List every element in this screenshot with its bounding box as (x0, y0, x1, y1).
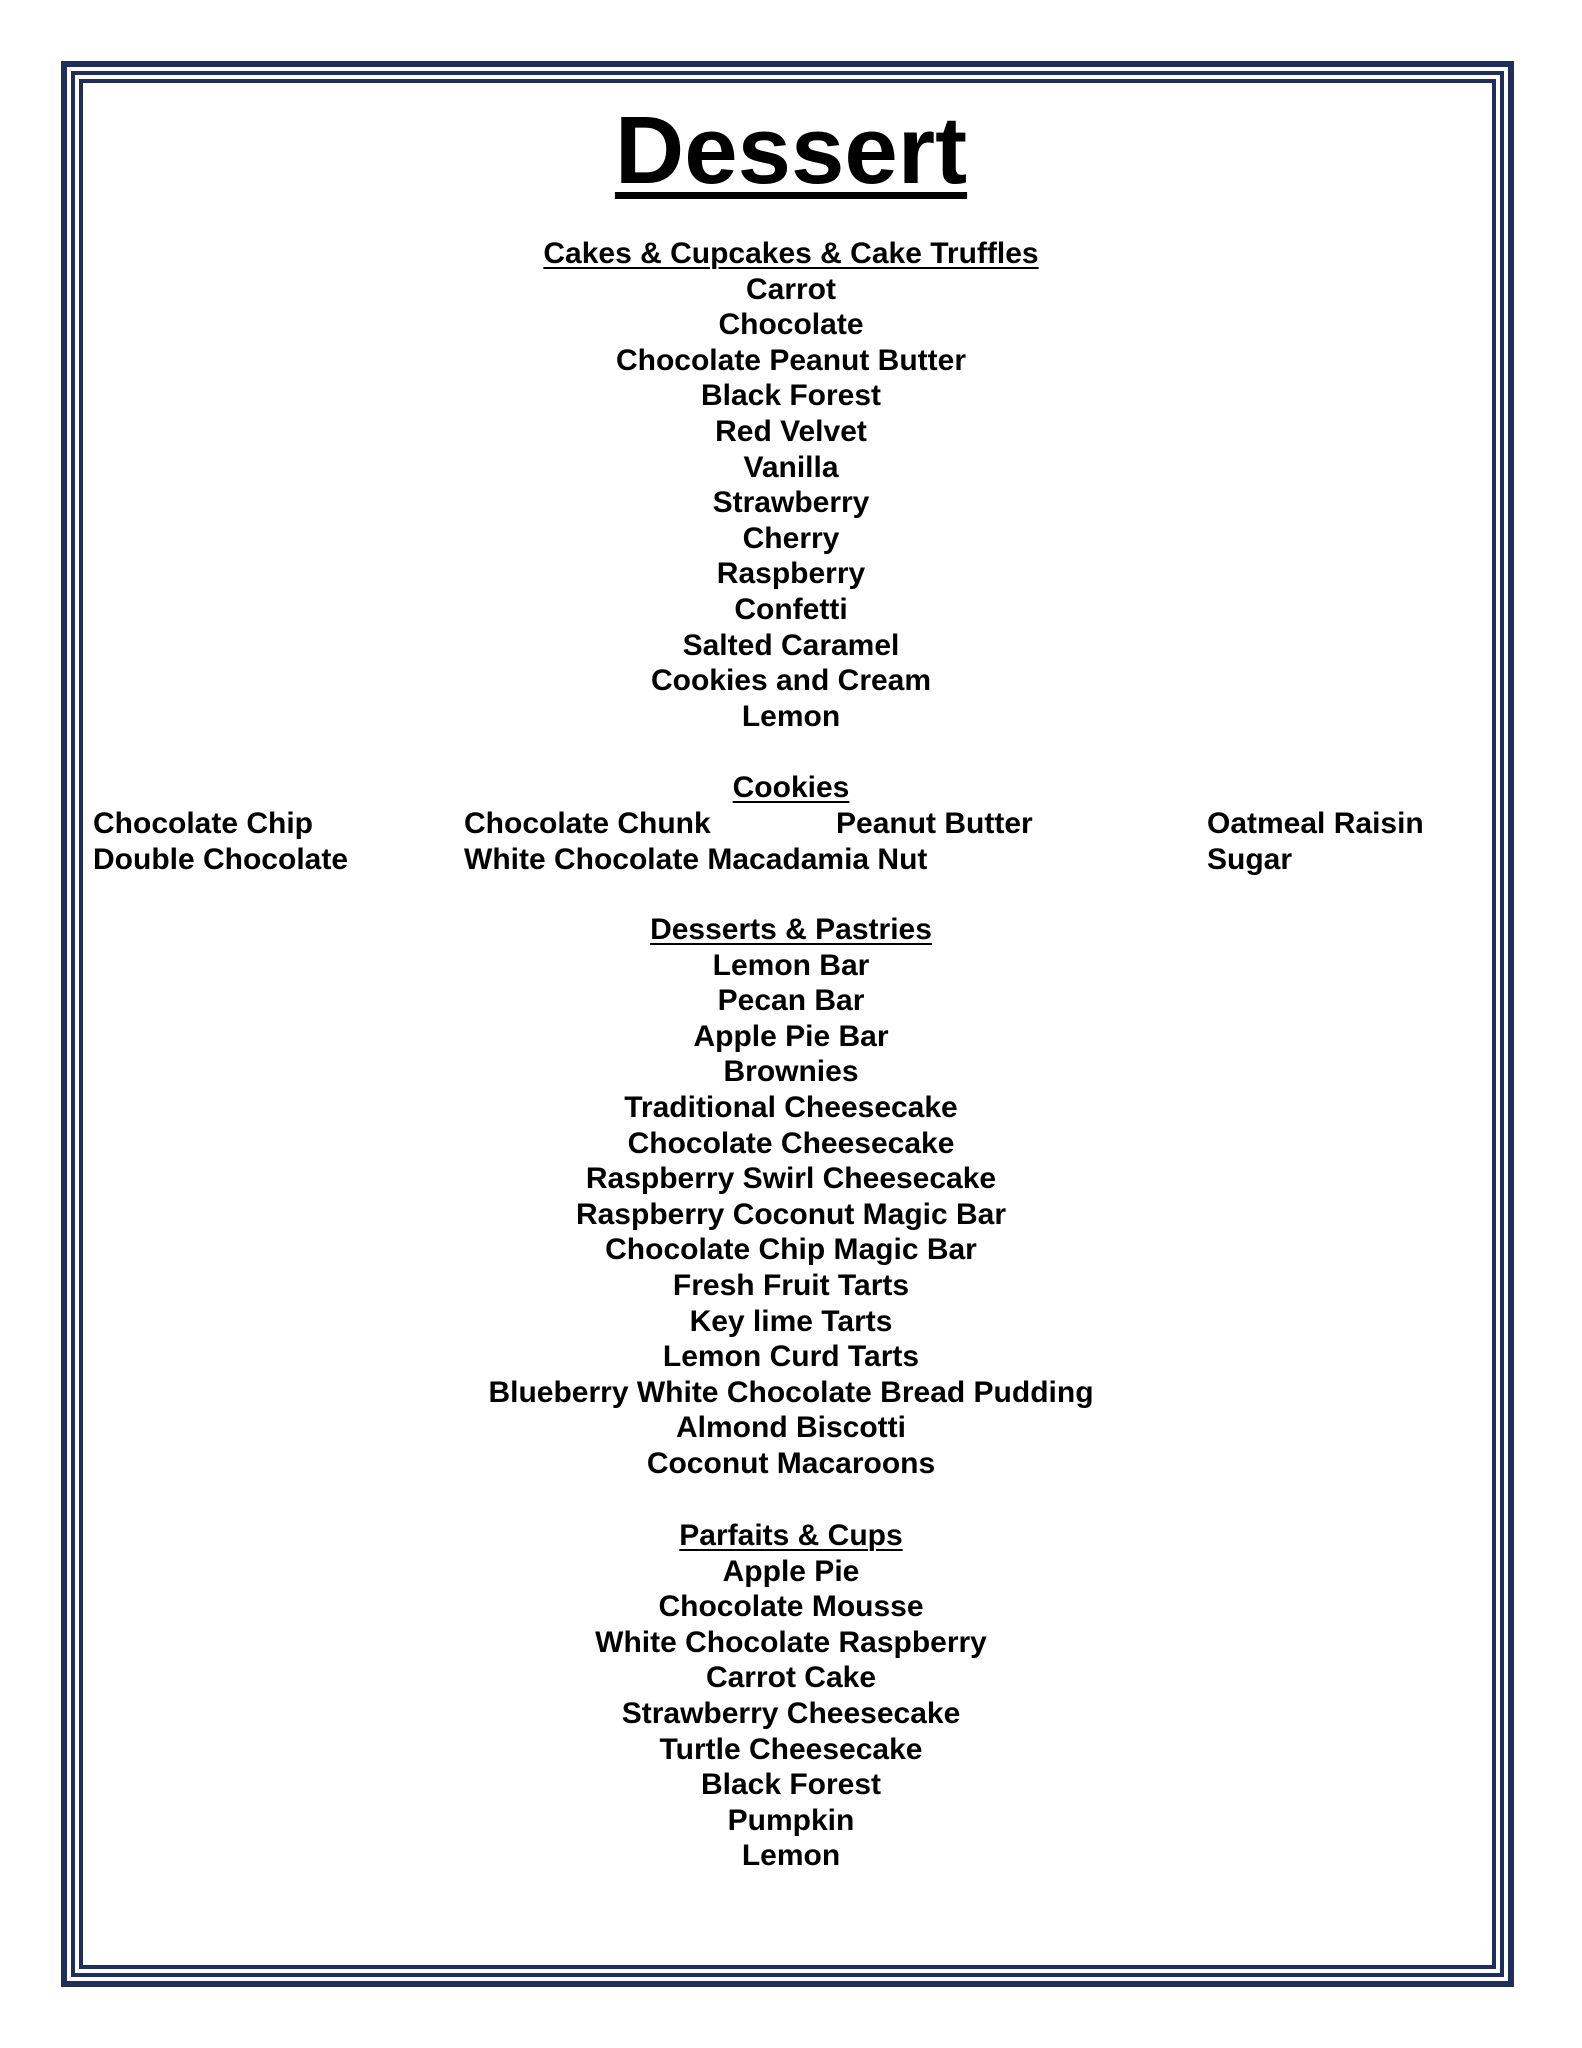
list-item: Cookies and Cream (650, 664, 932, 698)
section-parfaits (0, 1518, 1582, 1874)
list-item: Almond Biscotti (676, 1411, 906, 1445)
list-item: Chocolate (718, 308, 864, 342)
list-item: Red Velvet (715, 414, 867, 448)
section-heading-cakes: Cakes & Cupcakes & Cake Truffles (543, 237, 1039, 270)
cookie-item: Sugar (1207, 843, 1293, 876)
list-item: Raspberry Swirl Cheesecake (585, 1162, 997, 1196)
list-parfaits (0, 1554, 1582, 1874)
list-item: Turtle Cheesecake (659, 1732, 923, 1766)
cookie-item: Chocolate Chip (93, 807, 314, 840)
section-heading-desserts: Desserts & Pastries (650, 913, 932, 946)
list-item: Chocolate Mousse (658, 1590, 924, 1624)
list-item: Strawberry (712, 486, 870, 520)
list-item: Salted Caramel (682, 628, 900, 662)
list-item: Black Forest (700, 1768, 882, 1802)
list-item: Apple Pie Bar (693, 1019, 889, 1053)
list-item: Traditional Cheesecake (624, 1090, 958, 1124)
list-item: Carrot Cake (705, 1661, 877, 1695)
list-item: Black Forest (700, 379, 882, 413)
list-item: Chocolate Cheesecake (627, 1126, 955, 1160)
page-title (0, 96, 1582, 206)
section-desserts (0, 912, 1582, 1482)
list-item: Lemon (741, 699, 841, 733)
list-item: Lemon (741, 1839, 841, 1873)
cookie-item: White Chocolate Macadamia Nut (464, 843, 928, 876)
list-item: Chocolate Peanut Butter (615, 343, 967, 377)
list-item: Raspberry Coconut Magic Bar (575, 1197, 1007, 1231)
cookie-item: Peanut Butter (836, 807, 1033, 840)
list-item: Confetti (734, 592, 848, 626)
list-item: Chocolate Chip Magic Bar (605, 1233, 977, 1267)
list-item: Key lime Tarts (689, 1304, 893, 1338)
page-title-text: Dessert (614, 97, 968, 204)
list-item: Apple Pie (722, 1554, 860, 1588)
cookie-item: Oatmeal Raisin (1207, 807, 1424, 840)
list-item: Pumpkin (727, 1803, 855, 1837)
list-item: Lemon Curd Tarts (662, 1340, 920, 1374)
list-item: Pecan Bar (717, 984, 865, 1018)
section-heading-cookies: Cookies (732, 771, 850, 804)
list-item: Coconut Macaroons (646, 1446, 936, 1480)
list-desserts (0, 948, 1582, 1482)
section-cookies (0, 770, 1582, 806)
list-item: Raspberry (716, 557, 866, 591)
list-item: Lemon Bar (712, 948, 870, 982)
list-item: Carrot (745, 272, 836, 306)
list-item: Vanilla (743, 450, 839, 484)
list-cakes (0, 272, 1582, 735)
list-item: Blueberry White Chocolate Bread Pudding (488, 1375, 1094, 1409)
list-item: White Chocolate Raspberry (595, 1625, 987, 1659)
list-item: Fresh Fruit Tarts (672, 1268, 910, 1302)
cookie-item: Double Chocolate (93, 843, 349, 876)
section-cakes (0, 236, 1582, 734)
cookie-item: Chocolate Chunk (464, 807, 711, 840)
section-heading-parfaits: Parfaits & Cups (679, 1519, 903, 1552)
list-item: Brownies (723, 1055, 859, 1089)
list-item: Cherry (742, 521, 840, 555)
list-item: Strawberry Cheesecake (621, 1696, 961, 1730)
